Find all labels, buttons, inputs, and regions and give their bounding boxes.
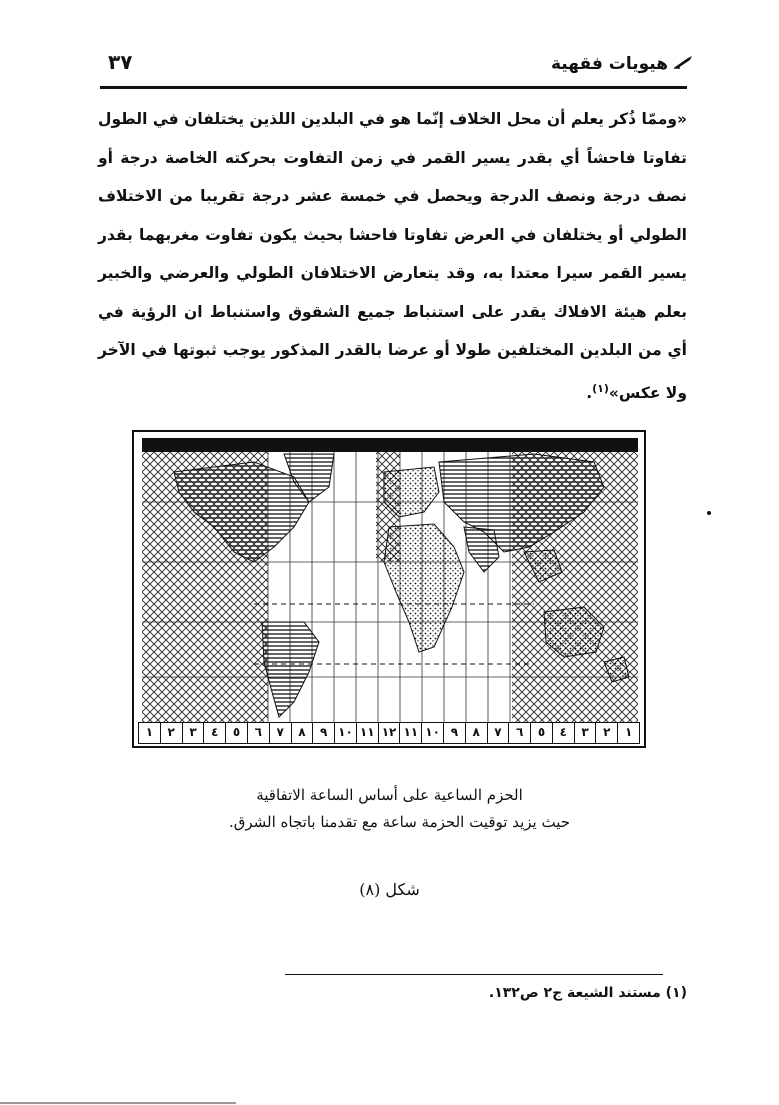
time-zone-map bbox=[132, 430, 646, 748]
zone-number: ٦ bbox=[247, 723, 269, 743]
world-map-illustration bbox=[134, 432, 644, 746]
zone-number: ٩ bbox=[443, 723, 465, 743]
zone-number: ١ bbox=[617, 723, 639, 743]
figure-caption-line-1: الحزم الساعية على أساس الساعة الاتفاقية bbox=[256, 786, 523, 804]
running-title: هيويات فقهية bbox=[551, 54, 668, 74]
zone-number: ٩ bbox=[312, 723, 334, 743]
pen-icon bbox=[674, 54, 694, 74]
zone-number: ٦ bbox=[508, 723, 530, 743]
footnote-marker: (١) bbox=[592, 381, 609, 395]
body-paragraph: «وممّا ذُكر يعلم أن محل الخلاف إنّما هو في البلدين اللذين يختلفان في الطول تفاوتا فاحشاً أي بقدر يسير القمر في زمن التفاوت بحركته الخاصة درجة أو نصف درجة ونصف الدرجة ويحصل في خمسة عشر درجة تقريبا من الاختلاف الطولي أو يختلفان في العرض تفاوتا فاحشا بحيث يكون تفاوت مغربهما بقدر يسير القمر سيرا معتدا به، وقد يتعارض الاختلافان الطولي والعرضي والخبير بعلم هيئة الافلاك يقدر على استنباط جميع الشقوق واستنباط ان الرؤية في أي من البلدين المختلفين طولا أو عرضا بالقدر المذكور يوجب ثبوتها في الآخر ولا عكس»$^{(١)}$. bbox=[98, 110, 687, 402]
header-rule bbox=[100, 86, 687, 89]
zone-number: ١٠ bbox=[334, 723, 356, 743]
zone-number: ٧ bbox=[487, 723, 509, 743]
footnote: (١) مستند الشيعة ج٢ ص١٣٢. bbox=[488, 985, 687, 1001]
zone-number: ١٠ bbox=[421, 723, 443, 743]
time-zone-strip bbox=[138, 722, 640, 744]
stray-dot bbox=[707, 511, 711, 515]
figure-caption-line-2: حيث يزيد توقيت الحزمة ساعة مع تقدمنا باتجاه الشرق. bbox=[228, 813, 571, 831]
zone-number: ٣ bbox=[182, 723, 204, 743]
footnote-rule bbox=[285, 974, 663, 975]
zone-number: ٨ bbox=[291, 723, 313, 743]
zone-number: ٥ bbox=[530, 723, 552, 743]
zone-number: ٥ bbox=[225, 723, 247, 743]
page-number: ٣٧ bbox=[108, 50, 133, 74]
running-head bbox=[551, 54, 694, 74]
paragraph-text: «وممّا ذُكر يعلم أن محل الخلاف إنّما هو في البلدين اللذين يختلفان في الطول تفاوتا فاحشاً أي بقدر يسير القمر في زمن التفاوت بحركته الخاصة درجة أو نصف درجة ونصف الدرجة ويحصل في خمسة عشر درجة تقريبا من الاختلاف الطولي أو يختلفان في العرض تفاوتا فاحشا بحيث يكون تفاوت مغربهما بقدر يسير القمر سيرا معتدا به، وقد يتعارض الاختلافان الطولي والعرضي والخبير بعلم هيئة الافلاك يقدر على استنباط جميع الشقوق واستنباط ان الرؤية في أي من البلدين المختلفين طولا أو عرضا بالقدر المذكور يوجب ثبوتها في الآخر ولا عكس» bbox=[98, 110, 687, 402]
zone-number: ٤ bbox=[203, 723, 225, 743]
zone-number: ١١ bbox=[356, 723, 378, 743]
zone-number: ٧ bbox=[269, 723, 291, 743]
zone-number: ٢ bbox=[160, 723, 182, 743]
zone-number: ٤ bbox=[552, 723, 574, 743]
zone-number: ١٢ bbox=[378, 723, 400, 743]
zone-number: ٣ bbox=[574, 723, 596, 743]
zone-number: ١١ bbox=[399, 723, 421, 743]
zone-number: ٨ bbox=[465, 723, 487, 743]
scan-edge-line bbox=[0, 1102, 236, 1104]
zone-number: ٢ bbox=[595, 723, 617, 743]
zone-number: ١ bbox=[145, 725, 154, 739]
figure-label: شكل (٨) bbox=[359, 880, 420, 899]
